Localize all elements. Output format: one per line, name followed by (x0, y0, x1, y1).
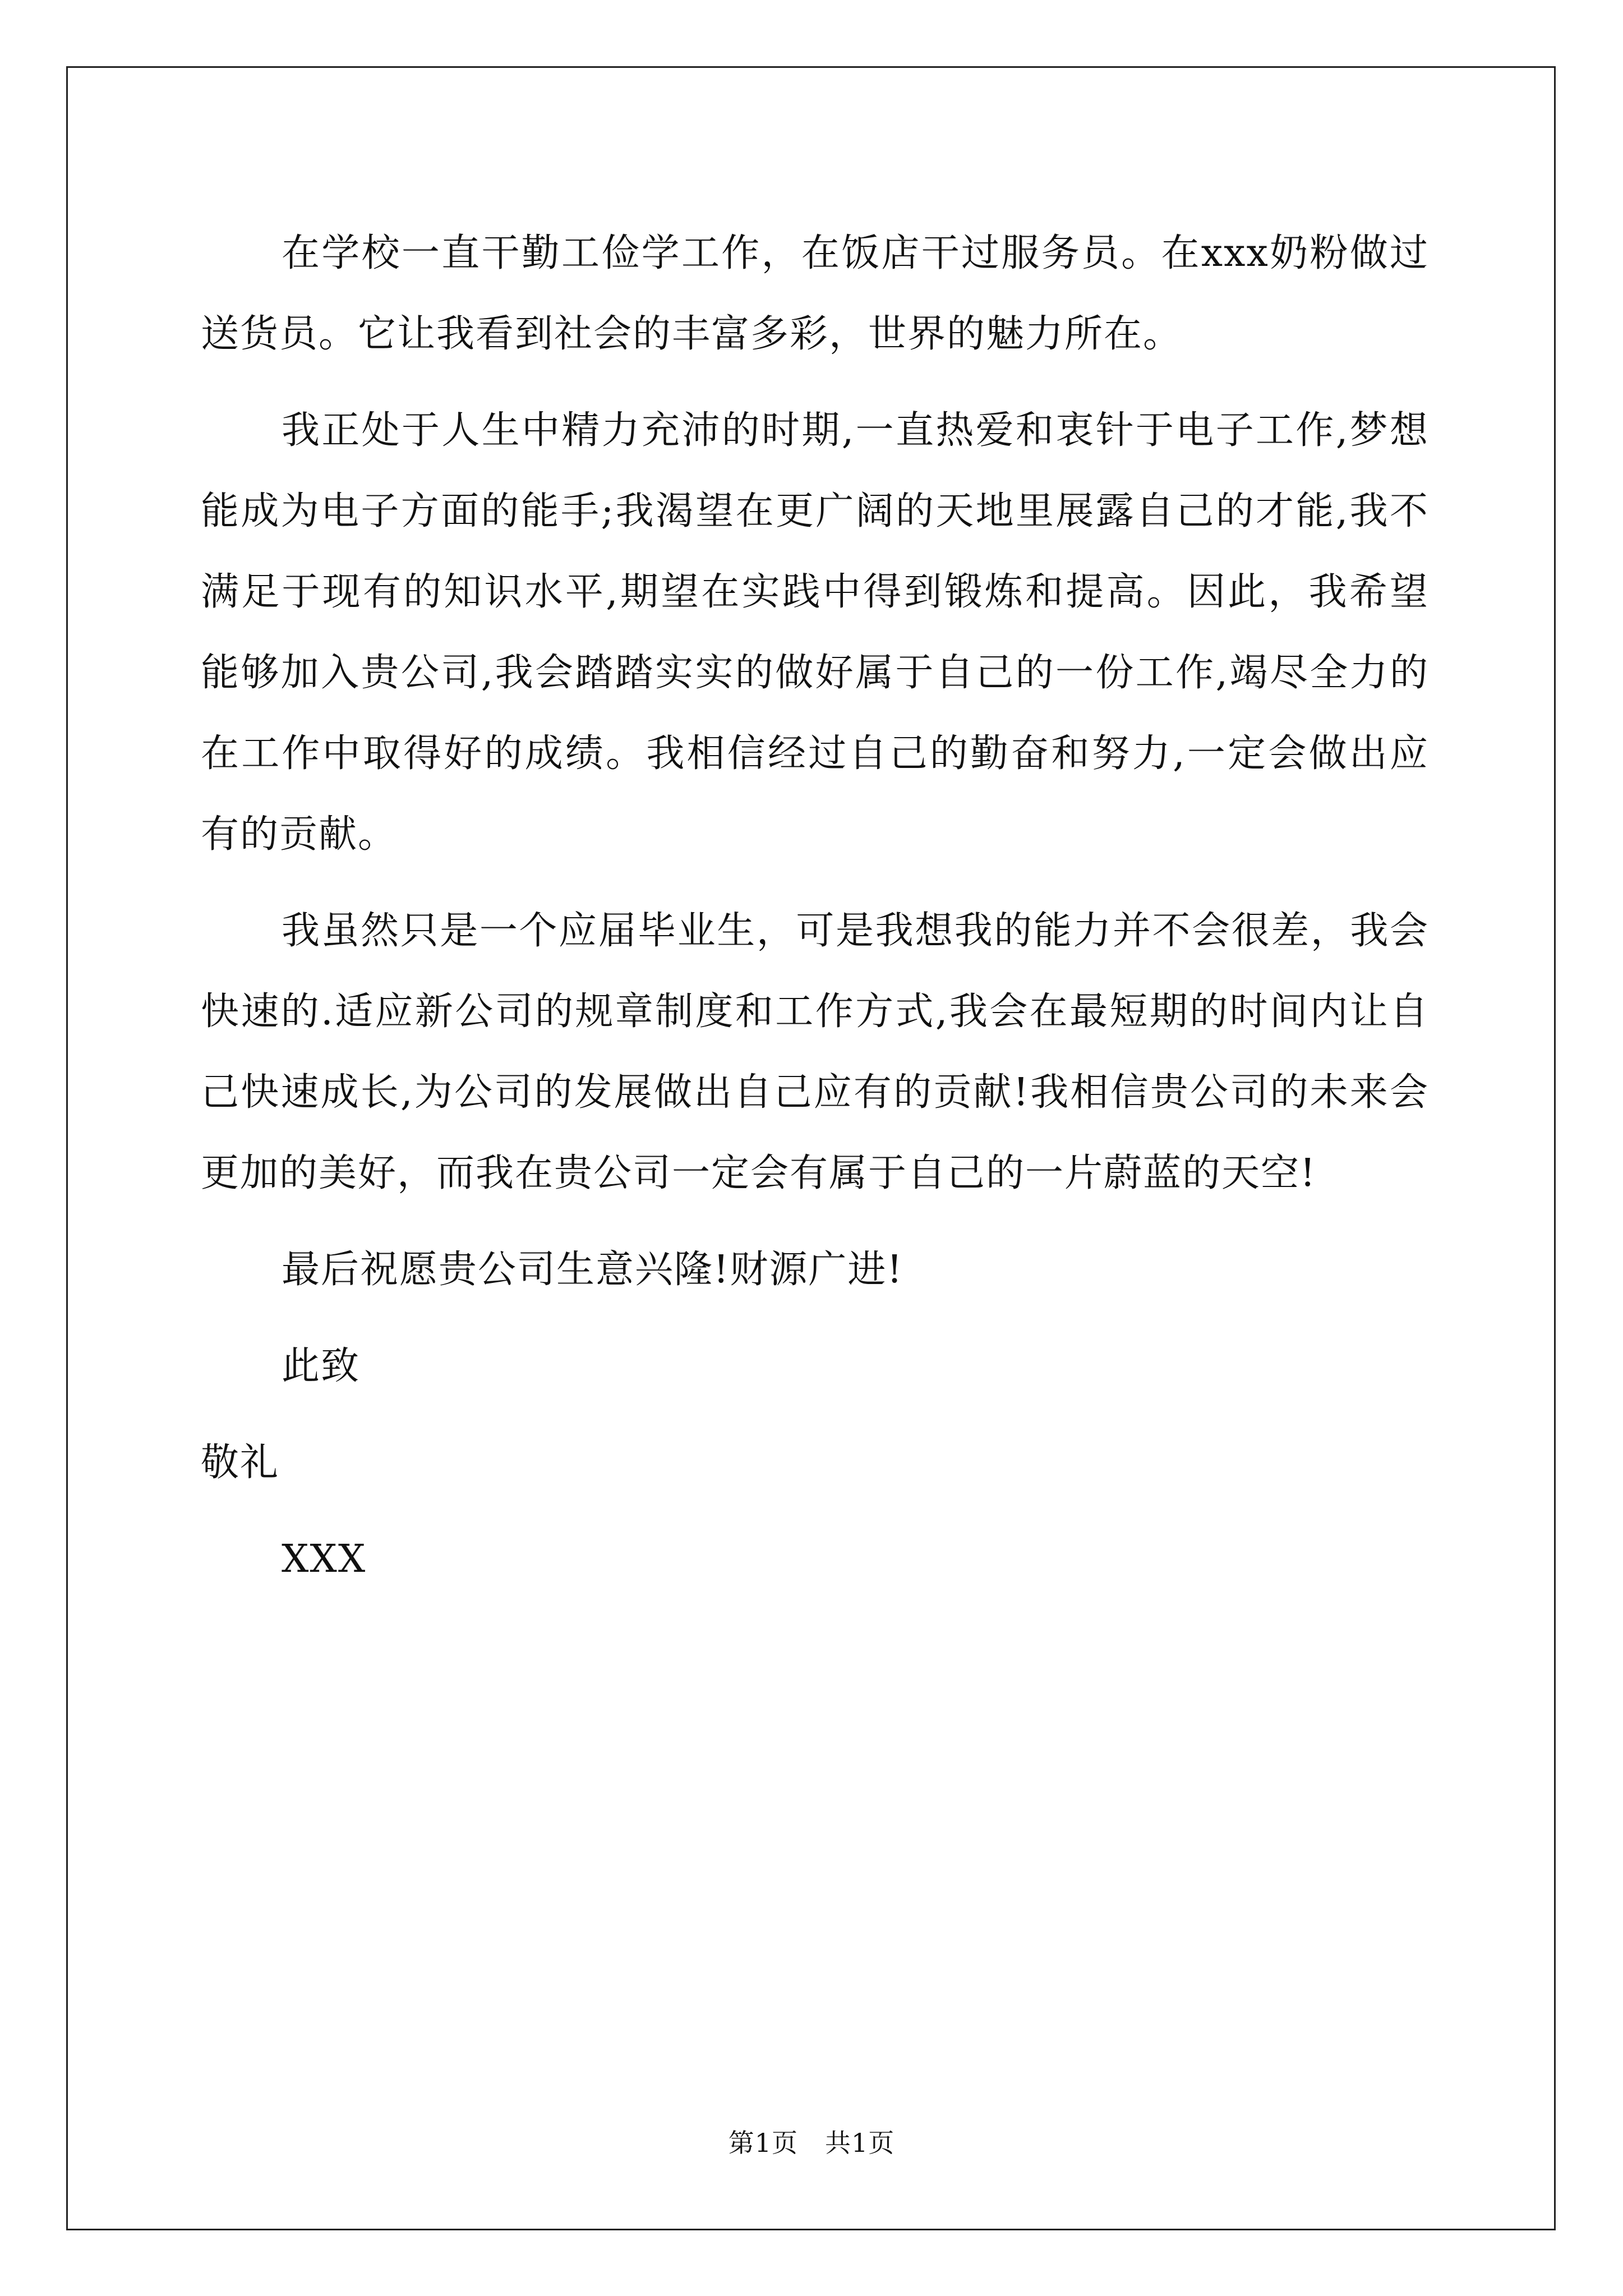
paragraph-wishes: 最后祝愿贵公司生意兴隆!财源广进! (282, 1248, 903, 1292)
salutation-text: 敬礼 (201, 1441, 280, 1485)
document-body (201, 213, 1429, 1600)
signature-text: XXX (282, 1537, 367, 1581)
paragraph-ability: 我虽然只是一个应届毕业生，可是我想我的能力并不会很差，我会快速的.适应新公司的规章制度和工作方式,我会在最短期的时间内让自己快速成长,为公司的发展做出自己应有的贡献!我相信贵公司的未来会更加的美好，而我在贵公司一定会有属于自己的一片蔚蓝的天空! (201, 909, 1429, 1195)
page-number: 第1页 (728, 2128, 798, 2158)
page-total: 共1页 (825, 2128, 895, 2158)
paragraph-work-experience: 在学校一直干勤工俭学工作，在饭店干过服务员。在xxx奶粉做过送货员。它让我看到社会的丰富多彩，世界的魅力所在。 (201, 231, 1429, 356)
page-footer (0, 2126, 1623, 2160)
paragraph-aspiration: 我正处于人生中精力充沛的时期,一直热爱和衷针于电子工作,梦想能成为电子方面的能手;我渴望在更广阔的天地里展露自己的才能,我不满足于现有的知识水平,期望在实践中得到锻炼和提高。因此，我希望能够加入贵公司,我会踏踏实实的做好属于自己的一份工作,竭尽全力的在工作中取得好的成绩。我相信经过自己的勤奋和努力,一定会做出应有的贡献。 (201, 408, 1429, 857)
closing-text: 此致 (282, 1344, 361, 1388)
